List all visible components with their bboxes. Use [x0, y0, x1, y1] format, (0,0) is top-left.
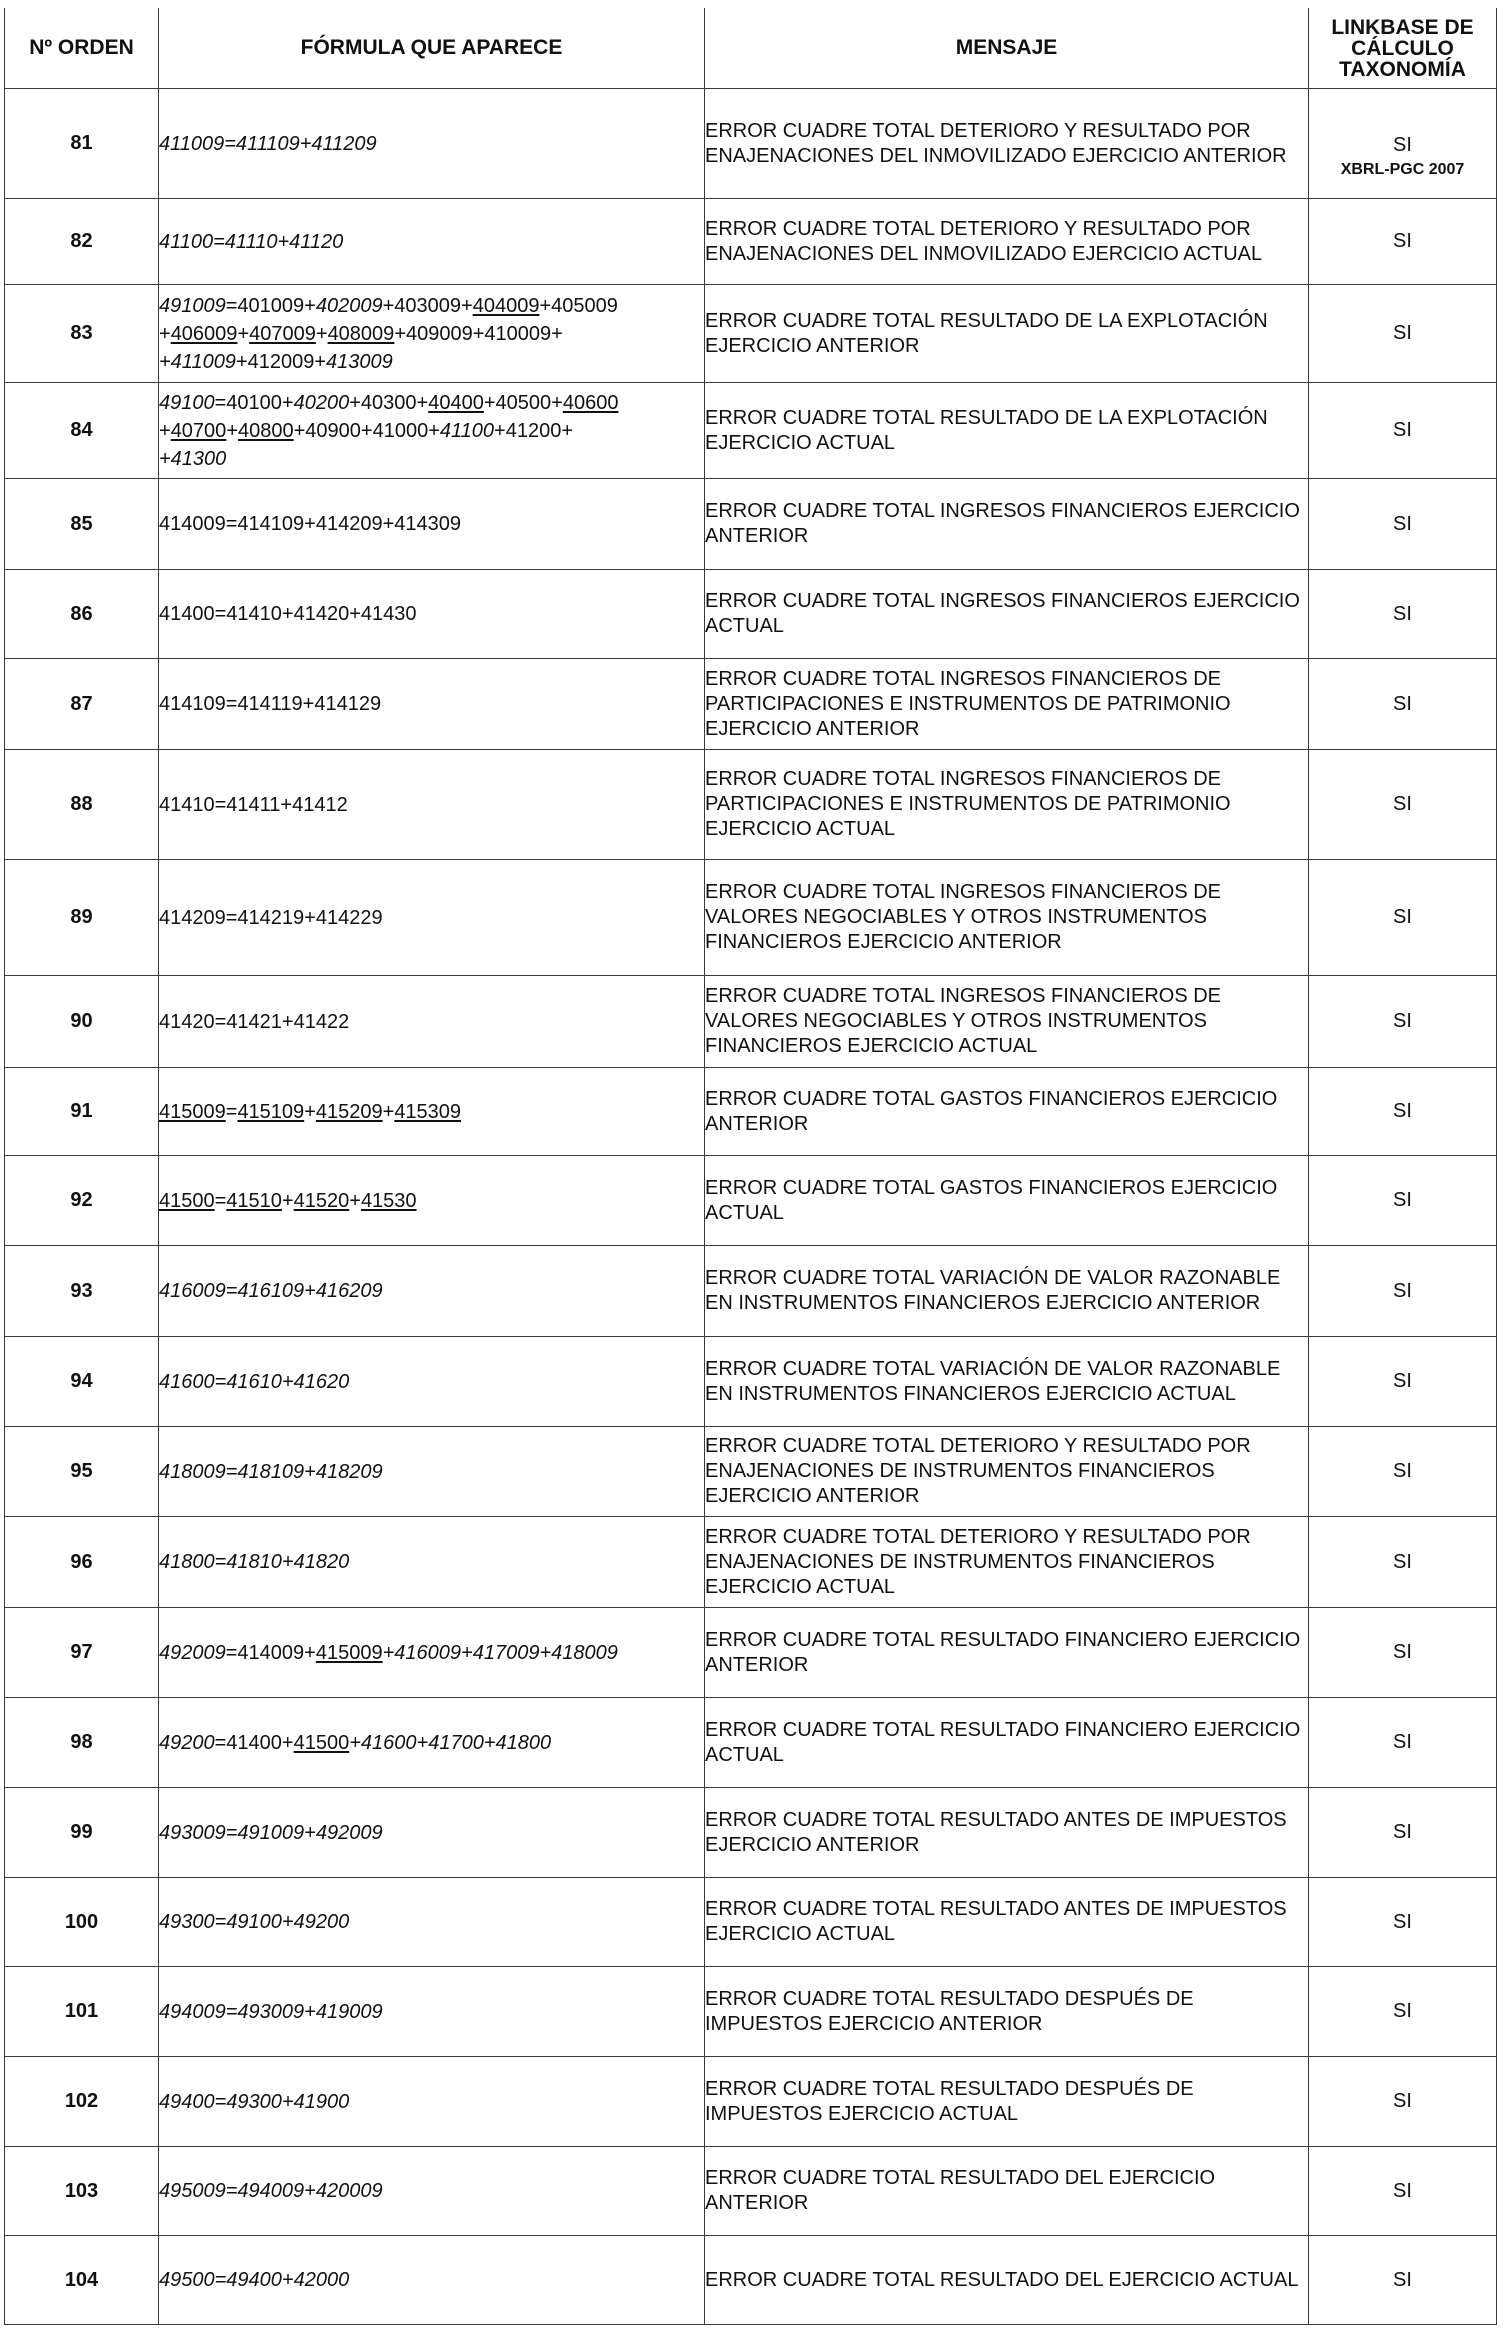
- formula-segment: +: [281, 1189, 294, 1212]
- formula-segment: 418009=418109+418209: [159, 1460, 383, 1483]
- linkbase-cell: [1309, 2057, 1497, 2147]
- order-number: 94: [5, 1337, 159, 1427]
- order-number: 85: [5, 479, 159, 570]
- linkbase-value: SI: [1393, 1821, 1412, 1843]
- formula-cell: [159, 383, 705, 479]
- formula-line: [159, 417, 704, 445]
- linkbase-value: SI: [1393, 906, 1412, 928]
- message-cell: ERROR CUADRE TOTAL DETERIORO Y RESULTADO POR ENAJENACIONES DE INSTRUMENTOS FINANCIEROS EJERCICIO ANTERIOR: [705, 1427, 1309, 1517]
- formula-segment: =401009+: [225, 294, 316, 317]
- formula-cell: [159, 1337, 705, 1427]
- message-cell: ERROR CUADRE TOTAL RESULTADO FINANCIERO EJERCICIO ACTUAL: [705, 1698, 1309, 1788]
- order-number: 88: [5, 750, 159, 860]
- formula-segment: 492009: [159, 1641, 226, 1664]
- formula-segment: 414209=414219+414229: [159, 906, 383, 929]
- message-cell: ERROR CUADRE TOTAL DETERIORO Y RESULTADO POR ENAJENACIONES DEL INMOVILIZADO EJERCICIO ACTUAL: [705, 199, 1309, 285]
- order-number: 92: [5, 1156, 159, 1246]
- table-row: [5, 1246, 1497, 1337]
- message-cell: ERROR CUADRE TOTAL RESULTADO DEL EJERCICIO ANTERIOR: [705, 2147, 1309, 2236]
- formula-segment: 414009=414109+414209+414309: [159, 513, 461, 535]
- formula-cell: [159, 89, 705, 199]
- table-row: [5, 1337, 1497, 1427]
- table-row: [5, 1698, 1497, 1788]
- formula-segment: 41500: [159, 1189, 215, 1212]
- table-row: [5, 570, 1497, 659]
- message-cell: ERROR CUADRE TOTAL VARIACIÓN DE VALOR RAZONABLE EN INSTRUMENTOS FINANCIEROS EJERCICIO ANTERIOR: [705, 1246, 1309, 1337]
- table-row: [5, 1068, 1497, 1156]
- header-linkbase-line1: LINKBASE DE: [1331, 15, 1474, 39]
- linkbase-value: SI: [1393, 2090, 1412, 2112]
- formula-line: [159, 1729, 704, 1757]
- table-row: [5, 199, 1497, 285]
- header-message: MENSAJE: [705, 8, 1309, 89]
- order-number: 89: [5, 860, 159, 976]
- table-body: [5, 89, 1497, 2325]
- message-cell: ERROR CUADRE TOTAL DETERIORO Y RESULTADO POR ENAJENACIONES DEL INMOVILIZADO EJERCICIO ANTERIOR: [705, 89, 1309, 199]
- formula-segment: 416009=416109+416209: [159, 1280, 383, 1302]
- linkbase-cell: [1309, 570, 1497, 659]
- formula-segment: +: [304, 1100, 316, 1123]
- message-cell: ERROR CUADRE TOTAL INGRESOS FINANCIEROS DE VALORES NEGOCIABLES Y OTROS INSTRUMENTOS FINANCIEROS EJERCICIO ANTERIOR: [705, 860, 1309, 976]
- formula-segment: 41600=41610+41620: [159, 1370, 350, 1393]
- order-number: 103: [5, 2147, 159, 2236]
- formula-segment: =40100+: [214, 391, 294, 414]
- formula-segment: 40800: [238, 419, 294, 442]
- linkbase-value: SI: [1393, 1460, 1412, 1482]
- taxonomy-note: XBRL-PGC 2007: [1340, 161, 1465, 178]
- formula-cell: [159, 976, 705, 1068]
- order-number: 102: [5, 2057, 159, 2147]
- formula-line: [159, 1187, 704, 1215]
- table-row: [5, 383, 1497, 479]
- formula-line: [159, 348, 704, 376]
- formula-cell: [159, 479, 705, 570]
- formula-cell: [159, 860, 705, 976]
- linkbase-value: SI: [1393, 230, 1412, 252]
- order-number: 82: [5, 199, 159, 285]
- formula-segment: +40500+: [483, 391, 563, 414]
- linkbase-value: SI: [1393, 512, 1412, 535]
- linkbase-value: SI: [1393, 2000, 1412, 2022]
- formula-line: [159, 1908, 704, 1936]
- formula-segment: +40300+: [349, 391, 429, 414]
- formula-cell: [159, 570, 705, 659]
- formula-segment: 408009: [327, 322, 395, 345]
- linkbase-value: SI: [1393, 692, 1412, 715]
- formula-segment: +40900+41000+: [293, 419, 440, 442]
- header-linkbase: [1309, 8, 1497, 89]
- message-cell: ERROR CUADRE TOTAL INGRESOS FINANCIEROS EJERCICIO ANTERIOR: [705, 479, 1309, 570]
- formula-segment: +416009+417009+418009: [382, 1641, 618, 1664]
- formula-segment: 41400=41410+41420+41430: [159, 603, 417, 625]
- formula-segment: 41100=41110+41120: [159, 230, 344, 253]
- formula-cell: [159, 1878, 705, 1967]
- linkbase-cell: [1309, 1337, 1497, 1427]
- linkbase-cell: [1309, 1427, 1497, 1517]
- formula-line: [159, 2088, 704, 2116]
- formula-segment: 404009: [472, 294, 540, 317]
- formula-segment: +: [382, 1100, 395, 1123]
- table-row: [5, 2147, 1497, 2236]
- formula-segment: 40600: [562, 391, 619, 414]
- formula-line: [159, 1098, 704, 1126]
- formula-segment: =41400+: [214, 1731, 294, 1754]
- message-cell: ERROR CUADRE TOTAL GASTOS FINANCIEROS EJERCICIO ACTUAL: [705, 1156, 1309, 1246]
- linkbase-cell: [1309, 479, 1497, 570]
- order-number: 101: [5, 1967, 159, 2057]
- formula-cell: [159, 1517, 705, 1608]
- linkbase-cell: [1309, 1068, 1497, 1156]
- formula-cell: [159, 1246, 705, 1337]
- formula-segment: 493009=491009+492009: [159, 1821, 383, 1844]
- formula-cell: [159, 2057, 705, 2147]
- formula-table: [4, 8, 1497, 2325]
- order-number: 83: [5, 285, 159, 383]
- formula-line: [159, 2266, 704, 2294]
- message-cell: ERROR CUADRE TOTAL RESULTADO DE LA EXPLOTACIÓN EJERCICIO ANTERIOR: [705, 285, 1309, 383]
- formula-line: [159, 1368, 704, 1396]
- formula-segment: 49300=49100+49200: [159, 1911, 350, 1933]
- formula-segment: 40200: [293, 391, 350, 414]
- table-row: [5, 479, 1497, 570]
- formula-line: [159, 791, 704, 819]
- formula-segment: +403009+: [382, 294, 473, 317]
- formula-segment: +41300: [159, 447, 227, 470]
- linkbase-value: SI: [1393, 1279, 1412, 1302]
- formula-segment: =: [214, 1189, 227, 1212]
- message-cell: ERROR CUADRE TOTAL RESULTADO ANTES DE IMPUESTOS EJERCICIO ACTUAL: [705, 1878, 1309, 1967]
- formula-cell: [159, 199, 705, 285]
- formula-segment: 41520: [293, 1189, 350, 1212]
- table-row: [5, 285, 1497, 383]
- formula-segment: 415009: [315, 1641, 383, 1664]
- linkbase-value: SI: [1393, 1370, 1412, 1392]
- linkbase-cell: [1309, 383, 1497, 479]
- formula-segment: 415309: [394, 1100, 462, 1123]
- formula-segment: 41530: [360, 1189, 417, 1212]
- formula-cell: [159, 1156, 705, 1246]
- linkbase-value: SI: [1393, 1910, 1412, 1933]
- linkbase-cell: [1309, 750, 1497, 860]
- formula-line: [159, 1639, 704, 1667]
- order-number: 100: [5, 1878, 159, 1967]
- order-number: 98: [5, 1698, 159, 1788]
- formula-segment: +412009+: [235, 350, 327, 373]
- formula-segment: 406009: [170, 322, 238, 345]
- linkbase-value: SI: [1393, 1010, 1412, 1032]
- header-order: Nº ORDEN: [5, 8, 159, 89]
- order-number: 104: [5, 2236, 159, 2325]
- message-cell: ERROR CUADRE TOTAL INGRESOS FINANCIEROS DE PARTICIPACIONES E INSTRUMENTOS DE PATRIMONIO EJERCICIO ACTUAL: [705, 750, 1309, 860]
- order-number: 91: [5, 1068, 159, 1156]
- linkbase-cell: [1309, 285, 1497, 383]
- table-row: [5, 2057, 1497, 2147]
- linkbase-value: SI: [1393, 1189, 1412, 1211]
- table-row: [5, 1427, 1497, 1517]
- formula-line: [159, 690, 704, 718]
- formula-segment: 49400=49300+41900: [159, 2090, 350, 2113]
- formula-line: [159, 1277, 704, 1305]
- message-cell: ERROR CUADRE TOTAL RESULTADO DE LA EXPLOTACIÓN EJERCICIO ACTUAL: [705, 383, 1309, 479]
- message-cell: ERROR CUADRE TOTAL INGRESOS FINANCIEROS DE VALORES NEGOCIABLES Y OTROS INSTRUMENTOS FINANCIEROS EJERCICIO ACTUAL: [705, 976, 1309, 1068]
- formula-segment: 495009=494009+420009: [159, 2180, 383, 2202]
- order-number: 90: [5, 976, 159, 1068]
- formula-segment: +41200+: [494, 419, 574, 442]
- formula-segment: 49500=49400+42000: [159, 2269, 350, 2291]
- order-number: 99: [5, 1788, 159, 1878]
- table-row: [5, 1608, 1497, 1698]
- order-number: 97: [5, 1608, 159, 1698]
- formula-segment: +: [159, 419, 171, 442]
- formula-line: [159, 292, 704, 320]
- linkbase-cell: [1309, 1517, 1497, 1608]
- linkbase-value: SI: [1393, 419, 1412, 441]
- formula-segment: 41800=41810+41820: [159, 1551, 350, 1573]
- linkbase-value: SI: [1393, 2179, 1412, 2202]
- message-cell: ERROR CUADRE TOTAL RESULTADO FINANCIERO EJERCICIO ANTERIOR: [705, 1608, 1309, 1698]
- formula-segment: +: [159, 322, 171, 345]
- formula-segment: 40700: [170, 419, 227, 442]
- formula-segment: 41500: [293, 1731, 350, 1754]
- formula-line: [159, 228, 704, 256]
- formula-segment: 40400: [428, 391, 484, 414]
- linkbase-cell: [1309, 860, 1497, 976]
- order-number: 81: [5, 89, 159, 199]
- formula-segment: 402009: [315, 294, 383, 317]
- message-cell: ERROR CUADRE TOTAL VARIACIÓN DE VALOR RAZONABLE EN INSTRUMENTOS FINANCIEROS EJERCICIO ACTUAL: [705, 1337, 1309, 1427]
- formula-segment: =: [225, 1100, 238, 1123]
- formula-cell: [159, 2236, 705, 2325]
- message-cell: ERROR CUADRE TOTAL RESULTADO DESPUÉS DE IMPUESTOS EJERCICIO ACTUAL: [705, 2057, 1309, 2147]
- linkbase-cell: [1309, 1878, 1497, 1967]
- header-linkbase-line2: CÁLCULO: [1351, 36, 1454, 60]
- linkbase-cell: [1309, 2236, 1497, 2325]
- table-row: [5, 750, 1497, 860]
- table-row: [5, 1517, 1497, 1608]
- formula-cell: [159, 1427, 705, 1517]
- table-row: [5, 1788, 1497, 1878]
- linkbase-cell: [1309, 89, 1497, 199]
- message-cell: ERROR CUADRE TOTAL RESULTADO DESPUÉS DE IMPUESTOS EJERCICIO ANTERIOR: [705, 1967, 1309, 2057]
- message-cell: ERROR CUADRE TOTAL RESULTADO DEL EJERCICIO ACTUAL: [705, 2236, 1309, 2325]
- formula-segment: +: [315, 322, 328, 345]
- formula-segment: 415009: [159, 1100, 226, 1123]
- order-number: 95: [5, 1427, 159, 1517]
- linkbase-value: SI: [1393, 1641, 1412, 1663]
- order-number: 86: [5, 570, 159, 659]
- formula-line: [159, 904, 704, 932]
- formula-segment: 407009: [249, 322, 316, 345]
- table-row: [5, 860, 1497, 976]
- formula-line: [159, 445, 704, 473]
- table-row: [5, 1156, 1497, 1246]
- header-row: [5, 8, 1497, 89]
- message-cell: ERROR CUADRE TOTAL RESULTADO ANTES DE IMPUESTOS EJERCICIO ANTERIOR: [705, 1788, 1309, 1878]
- table-row: [5, 89, 1497, 199]
- table-row: [5, 659, 1497, 750]
- formula-segment: +: [237, 322, 250, 345]
- formula-cell: [159, 659, 705, 750]
- formula-segment: 415209: [315, 1100, 383, 1123]
- formula-segment: 49100: [159, 391, 215, 414]
- formula-line: [159, 510, 704, 538]
- formula-segment: +405009: [539, 294, 618, 317]
- table-row: [5, 1878, 1497, 1967]
- formula-line: [159, 2177, 704, 2205]
- linkbase-cell: [1309, 199, 1497, 285]
- message-cell: ERROR CUADRE TOTAL INGRESOS FINANCIEROS EJERCICIO ACTUAL: [705, 570, 1309, 659]
- formula-cell: [159, 2147, 705, 2236]
- formula-segment: +411009: [159, 350, 236, 373]
- order-number: 93: [5, 1246, 159, 1337]
- formula-segment: 414109=414119+414129: [159, 693, 382, 715]
- linkbase-cell: [1309, 1246, 1497, 1337]
- formula-segment: 41100: [439, 419, 495, 442]
- formula-segment: +409009+410009+: [394, 322, 563, 345]
- linkbase-cell: [1309, 1967, 1497, 2057]
- formula-line: [159, 389, 704, 417]
- linkbase-cell: [1309, 1698, 1497, 1788]
- formula-line: [159, 1998, 704, 2026]
- formula-line: [159, 600, 704, 628]
- linkbase-cell: [1309, 976, 1497, 1068]
- formula-cell: [159, 1698, 705, 1788]
- linkbase-value: SI: [1393, 602, 1412, 625]
- formula-segment: 41420=41421+41422: [159, 1010, 350, 1033]
- order-number: 84: [5, 383, 159, 479]
- linkbase-value: SI: [1393, 793, 1412, 815]
- linkbase-cell: [1309, 1788, 1497, 1878]
- formula-cell: [159, 1608, 705, 1698]
- formula-cell: [159, 750, 705, 860]
- formula-cell: [159, 285, 705, 383]
- formula-line: [159, 130, 704, 158]
- linkbase-cell: [1309, 659, 1497, 750]
- formula-cell: [159, 1068, 705, 1156]
- table-row: [5, 976, 1497, 1068]
- header-formula: FÓRMULA QUE APARECE: [159, 8, 705, 89]
- formula-segment: 413009: [326, 350, 393, 373]
- message-cell: ERROR CUADRE TOTAL GASTOS FINANCIEROS EJERCICIO ANTERIOR: [705, 1068, 1309, 1156]
- linkbase-value: SI: [1393, 134, 1412, 156]
- formula-segment: +41600+41700+41800: [349, 1731, 552, 1754]
- formula-line: [159, 1458, 704, 1486]
- formula-segment: 494009=493009+419009: [159, 2000, 383, 2023]
- table-row: [5, 1967, 1497, 2057]
- order-number: 87: [5, 659, 159, 750]
- formula-segment: 49200: [159, 1731, 215, 1754]
- order-number: 96: [5, 1517, 159, 1608]
- formula-line: [159, 1008, 704, 1036]
- linkbase-value: SI: [1393, 1100, 1412, 1122]
- formula-segment: 41410=41411+41412: [159, 793, 348, 816]
- linkbase-cell: [1309, 2147, 1497, 2236]
- formula-cell: [159, 1788, 705, 1878]
- formula-segment: 41510: [226, 1189, 282, 1212]
- message-cell: ERROR CUADRE TOTAL DETERIORO Y RESULTADO POR ENAJENACIONES DE INSTRUMENTOS FINANCIEROS EJERCICIO ACTUAL: [705, 1517, 1309, 1608]
- formula-segment: 411009=411109+411209: [159, 132, 377, 155]
- formula-segment: =414009+: [225, 1641, 316, 1664]
- formula-line: [159, 1548, 704, 1576]
- formula-segment: +: [349, 1189, 361, 1212]
- formula-line: [159, 320, 704, 348]
- linkbase-cell: [1309, 1608, 1497, 1698]
- linkbase-value: SI: [1393, 1550, 1412, 1573]
- formula-line: [159, 1819, 704, 1847]
- formula-segment: 415109: [237, 1100, 305, 1123]
- formula-segment: +: [226, 419, 238, 442]
- table-row: [5, 2236, 1497, 2325]
- formula-segment: 491009: [159, 294, 226, 317]
- formula-cell: [159, 1967, 705, 2057]
- linkbase-value: SI: [1393, 2268, 1412, 2291]
- message-cell: ERROR CUADRE TOTAL INGRESOS FINANCIEROS DE PARTICIPACIONES E INSTRUMENTOS DE PATRIMONIO EJERCICIO ANTERIOR: [705, 659, 1309, 750]
- linkbase-value: SI: [1393, 1731, 1412, 1753]
- linkbase-cell: [1309, 1156, 1497, 1246]
- header-linkbase-line3: TAXONOMÍA: [1339, 57, 1466, 81]
- linkbase-value: SI: [1393, 322, 1412, 344]
